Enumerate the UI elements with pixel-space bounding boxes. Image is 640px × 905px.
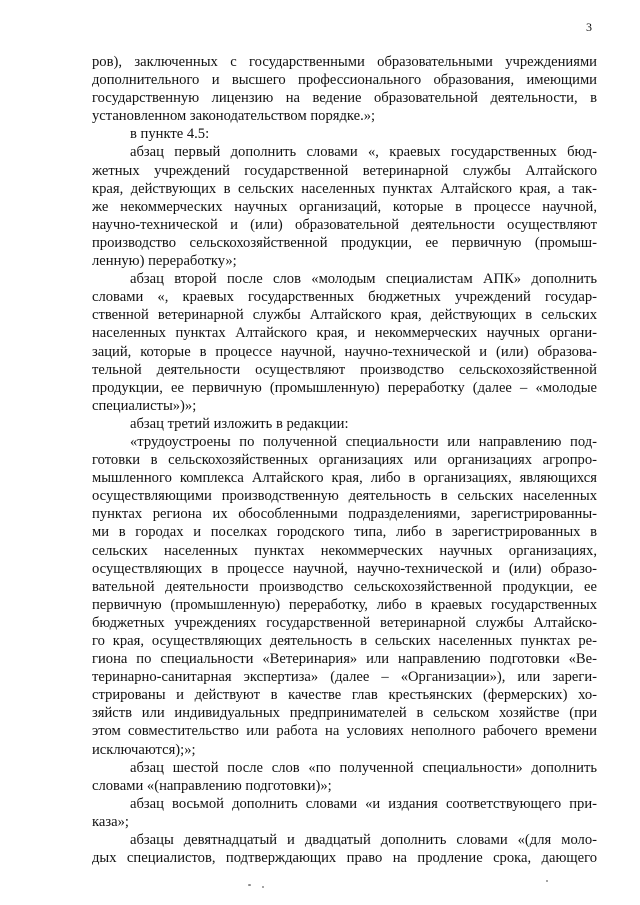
text-line: абзац первый дополнить словами «, краевых государственных бюд- <box>130 144 597 161</box>
text-line: абзац второй после слов «молодым специалистам АПК» дополнить <box>130 271 597 288</box>
text-line: стрированы и действуют в качестве глав крестьянских (фермерских) хо- <box>92 687 597 704</box>
text-line: производство сельскохозяйственной продукции, ее первичную (промыш- <box>92 234 597 251</box>
text-line: государственную лицензию на ведение образовательной деятельности, в <box>92 90 597 107</box>
text-line: края, действующих в сельских населенных пунктах Алтайского края, а так- <box>92 180 597 197</box>
text-line: готовки в сельскохозяйственных организациях или организациях агропро- <box>92 452 597 469</box>
text-line: бюджетных учреждениях государственной ветеринарной службы Алтайско- <box>92 614 597 631</box>
text-line: ров), заключенных с государственными образовательными учреждениями <box>92 54 597 70</box>
text-line: каза»; <box>92 813 129 830</box>
text-line: словами «(направлению подготовки)»; <box>92 777 332 794</box>
text-line: этом совместительство или работа на условиях неполного рабочего времени <box>92 723 597 740</box>
text-line: го края, осуществляющих деятельность в сельских населенных пунктах ре- <box>92 633 597 649</box>
text-line: ленную) переработку»; <box>92 253 237 270</box>
text-line: мышленного комплекса Алтайского края, либо в организациях, являющихся <box>92 470 597 487</box>
text-line: гиона по специальности «Ветеринария» или направлению подготовки «Ве- <box>92 651 597 668</box>
text-line: установленном законодательством порядке.»; <box>92 108 376 125</box>
text-line: ми в городах и поселках городского типа, либо в зарегистрированных в <box>92 524 597 541</box>
document-body <box>92 53 597 867</box>
text-line: исключаются);»; <box>92 741 196 758</box>
text-line: дополнительного и высшего профессионального образования, имеющими <box>92 72 597 89</box>
text-line: же некоммерческих научных организаций, которые в процессе научной, <box>92 198 597 215</box>
text-line: первичную (промышленную) переработку, либо в краевых государственных <box>92 596 597 613</box>
text-line: теринарно-санитарная экспертиза» (далее – «Организации»), или зареги- <box>92 669 597 686</box>
text-line: тельной деятельности осуществляют производство сельскохозяйственной <box>92 361 597 378</box>
scan-speck <box>262 886 264 888</box>
text-line: абзац шестой после слов «по полученной специальности» дополнить <box>130 759 597 776</box>
scan-speck <box>546 880 548 882</box>
text-line: осуществляющими производственную деятельность в сельских населенных <box>92 488 597 505</box>
text-line: «трудоустроены по полученной специальности или направлению под- <box>130 433 597 450</box>
text-line: пунктах региона их обособленными подразделениями, зарегистрированны- <box>92 506 597 523</box>
text-line: зяйств или индивидуальных предпринимателей в сельском хозяйстве (при <box>92 705 597 722</box>
text-line: в пункте 4.5: <box>130 126 210 143</box>
text-line: словами «, краевых государственных бюджетных учреждений государ- <box>92 289 597 306</box>
text-line: продукции, ее первичную (промышленную) переработку (далее – «молодые <box>92 379 597 396</box>
text-line: жетных учреждений государственной ветеринарной службы Алтайского <box>92 162 597 179</box>
text-line: сельских населенных пунктах некоммерческих научных организациях, <box>92 542 597 559</box>
text-line: осуществляющих в процессе научной, научно-технической и (или) образо- <box>92 560 597 577</box>
text-line: абзац восьмой дополнить словами «и издания соответствующего при- <box>130 795 597 812</box>
page-number: 3 <box>586 20 592 34</box>
text-line: вательной деятельности производство сельскохозяйственной продукции, ее <box>92 578 597 595</box>
text-line: абзацы девятнадцатый и двадцатый дополнить словами «(для моло- <box>130 832 597 849</box>
text-line: дых специалистов, подтверждающих право на продление срока, дающего <box>92 850 597 867</box>
text-line: заций, которые в процессе научной, научно-технической и (или) образова- <box>92 343 597 360</box>
text-line: специалисты»)»; <box>92 397 197 414</box>
text-line: ственной ветеринарной службы Алтайского края, действующих в сельских <box>92 307 597 324</box>
text-line: населенных пунктах Алтайского края, и некоммерческих научных органи- <box>92 325 597 342</box>
text-line: абзац третий изложить в редакции: <box>130 415 349 432</box>
scan-speck <box>248 884 251 886</box>
text-line: научно-технической и (или) образовательной деятельности осуществляют <box>92 216 597 233</box>
